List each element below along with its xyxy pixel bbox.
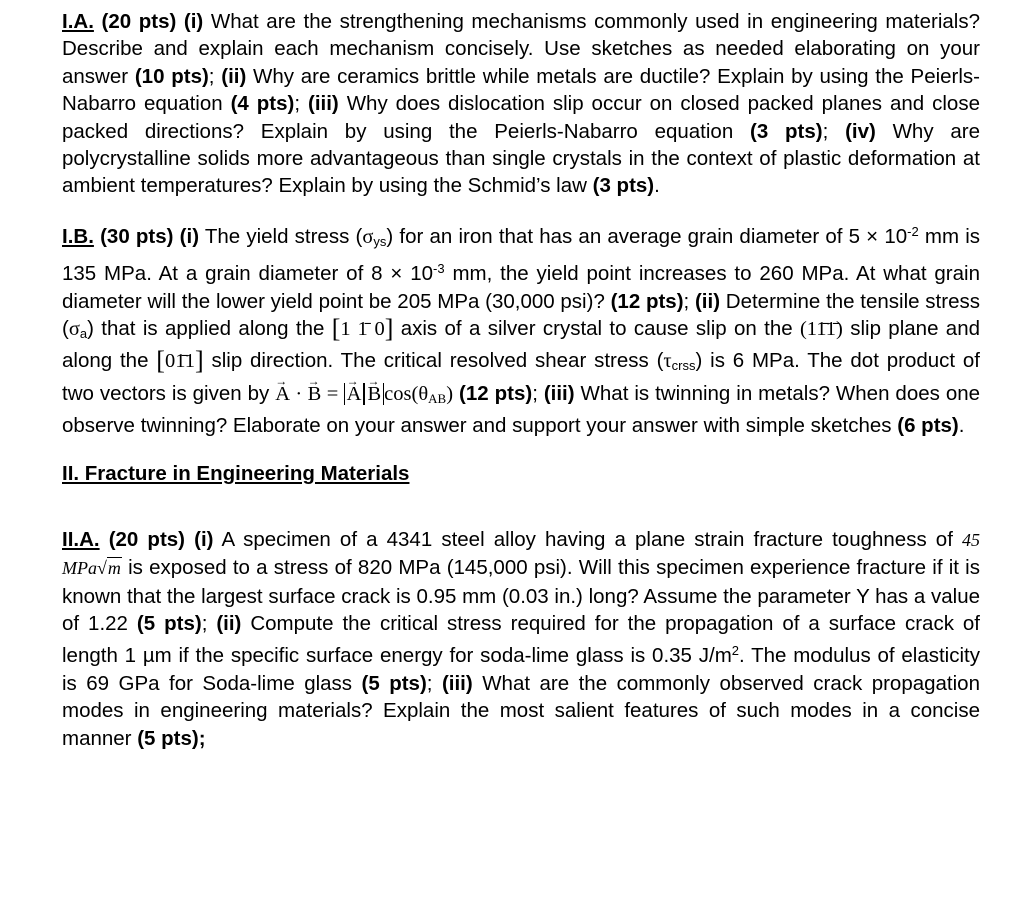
question-text: What is twinning in metals? When does one observe twinning? Elaborate on your answer and support your answer with simple sketches [62,381,981,438]
question-text: slip plane and along the [62,317,981,373]
slip-plane: (11̄1̄) [799,318,843,341]
toughness-root: m [107,558,121,579]
question-points: (6 pts) [897,414,959,438]
vector-a: → A [275,381,290,408]
section-label-iia: II.A. [62,527,100,551]
section-points-ia: (20 pts) [101,10,177,33]
question-marker: (iii) [543,381,575,405]
axis-direction: 1 1̄ 0 [340,318,385,341]
magnitude-b [364,383,384,405]
question-text: Determine the tensile stress ( [62,289,980,341]
question-points: (4 pts) [230,92,295,116]
question-marker: (ii) [694,289,721,313]
question-text: Compute the critical stress required for the propagation of a surface crack of length 1 µm if the specific surface energy for soda-lime glass is 0.35 J/m [62,611,980,668]
section-label-ib: I.B. [62,224,94,248]
dot-operator: · [290,382,308,405]
section-heading-ii: II. Fracture in Engineering Materials [62,461,410,485]
question-points: (3 pts) [750,119,823,143]
question-text: The yield stress ( [199,224,363,248]
bracket-open: [ [156,346,165,376]
question-marker: (i) [179,224,200,248]
magnitude-a [344,383,365,405]
question-points: (12 pts) [459,381,533,405]
question-text: Why does dislocation slip occur on closed packed planes and close packed directions? Explain by using the Peierls-Nabarro equation [62,92,980,143]
exponent: -3 [433,261,445,277]
question-text: . The modulus of elasticity is 69 GPa for Soda-lime glass [62,644,980,695]
sigma-subscript: a [79,326,88,342]
question-text: Why are ceramics brittle while metals are ductile? Explain by using the Peierls-Nabarro equation [62,64,981,116]
question-text: ) is 6 MPa. The dot product of two vectors is given by [62,349,980,405]
bracket-close: ] [194,346,204,376]
question-text: mm, the yield point increases to 260 MPa. At what grain diameter will the lower yield point be 205 MPa (30,000 psi)? [62,262,980,313]
cos-close: ) [446,382,454,405]
sigma-subscript: ys [373,233,387,249]
sqrt-sign: √ [97,558,107,579]
question-marker: (iii) [441,671,473,695]
question-text: slip direction. The critical resolved shear stress ( [203,349,664,373]
question-marker: (i) [194,527,214,551]
bracket-close: ] [384,314,394,344]
vector-b: → B [308,381,322,408]
question-marker: (iv) [845,119,876,143]
question-text: mm is 135 MPa. At a grain diameter of 8 × 10 [62,224,981,286]
toughness-value: 45 MPa [62,529,980,579]
question-marker: (iii) [308,92,339,116]
question-text: What are the strengthening mechanisms commonly used in engineering materials? Describe and explain each mechanism concisely. Use sketches as needed elaborating on your answer [62,10,980,88]
tau-subscript: crss [671,358,696,374]
equals-sign: = [321,382,344,405]
question-points: (3 pts) [592,174,655,198]
question-points: (12 pts) [610,289,684,313]
question-points: (10 pts) [134,64,209,88]
question-marker: (ii) [216,611,242,635]
question-marker: (ii) [221,64,247,88]
question-text: ) that is applied along the [87,317,332,341]
question-text: A specimen of a 4341 steel alloy having a plane strain fracture toughness of [213,527,962,551]
sigma-symbol: σ [362,225,374,248]
question-iia: II.A. (20 pts) (i) A specimen of a 4341 steel alloy having a plane strain fracture toughness of 45 MPa√m is exposed to a stress of 820 MPa (145,000 psi). Will this specimen experience fracture if it is known that the largest surface crack is 0.95 mm (0.03 in.) long? Assume the parameter Y has a value of 1.22 (5 pts); (ii) Compute the critical stress required for the propagation of a surface crack of length 1 µm if the specific surface energy for soda-lime glass is 0.35 $J/m^2$. The modulus of elasticity is 69 GPa for Soda-lime glass (5 pts); (iii) What are the commonly observed crack propagation modes in engineering materials? Explain the most salient features of such modes in a concise manner (5 pts); [62,527,980,750]
question-text: axis of a silver crystal to cause slip on the [393,317,800,341]
section-points-iia: (20 pts) [108,527,186,551]
question-text: What are the commonly observed crack propagation modes in engineering materials? Explain the most salient features of such modes in a concise manner [62,671,980,750]
cos-subscript: AB [428,390,447,406]
cos-expression: cos(θ [384,382,429,405]
question-points: (5 pts) [361,671,427,695]
question-points: (5 pts) [136,611,202,635]
section-points-ib: (30 pts) [100,224,174,248]
section-label-ia: I.A. [62,10,94,33]
sigma-symbol: σ [68,318,80,341]
exponent: 2 [731,643,739,659]
question-ia: I.A. (20 pts) (i) What are the strengthening mechanisms commonly used in engineering materials? Describe and explain each mechanism concisely. Use sketches as needed elaborating on your answer (10 pts); (ii) Why are ceramics brittle while metals are ductile? Explain by using the Peierls-Nabarro equation (4 pts); (iii) Why does dislocation slip occur on closed packed planes and close packed directions? Explain by using the Peierls-Nabarro equation (3 pts); (iv) Why are polycrystalline solids more advantageous than single crystals in the context of plastic deformation at ambient temperatures? Explain by using the Schmid’s law (3 pts). [62,10,981,198]
tau-symbol: τ [663,350,672,373]
exponent: -2 [907,223,919,239]
slip-direction: 01̄1 [164,350,195,373]
bracket-open: [ [331,314,341,344]
vector-b: → B [367,381,381,408]
question-text: is exposed to a stress of 820 MPa (145,000 psi). Will this specimen experience fracture if it is known that the largest surface crack is 0.95 mm (0.03 in.) long? Assume the parameter Y has a value of 1.22 [62,556,980,635]
question-text: ) for an iron that has an average grain diameter of 5 × 10 [386,224,908,248]
question-marker: (i) [183,10,204,33]
question-ib: I.B. (30 pts) (i) The yield stress $(\sigma_{ys})$ for an iron that has an average grain diameter of $5 \times 10^{-2}$ mm is 135 MPa. At a grain diameter of $8 \times 10^{-3}$ mm, the yield point increases to 260 MPa. At what grain diameter will the lower yield point be 205 MPa (30,000 psi)? (12 pts); (ii) Determine the tensile stress $(\sigma_a)$ that is applied along the [1 1̄ 0] axis of a silver crystal to cause slip on the (11̄1̄) slip plane and along the [01̄1] slip direction. The critical resolved shear stress $(\tau_{crss})$ is 6 MPa. The dot product of two vectors is given by → A · → B = → A→ B $\cos(\theta_{AB})$ (12 pts); (iii) What is twinning in metals? When does one observe twinning? Elaborate on your answer and support your answer with simple sketches (6 pts). [62,218,980,440]
question-points: (5 pts); [137,726,206,750]
question-text: Why are polycrystalline solids more advantageous than single crystals in the context of plastic deformation at ambient temperatures? Explain by using the Schmid’s law [62,119,980,198]
vector-a: → A [347,381,362,408]
